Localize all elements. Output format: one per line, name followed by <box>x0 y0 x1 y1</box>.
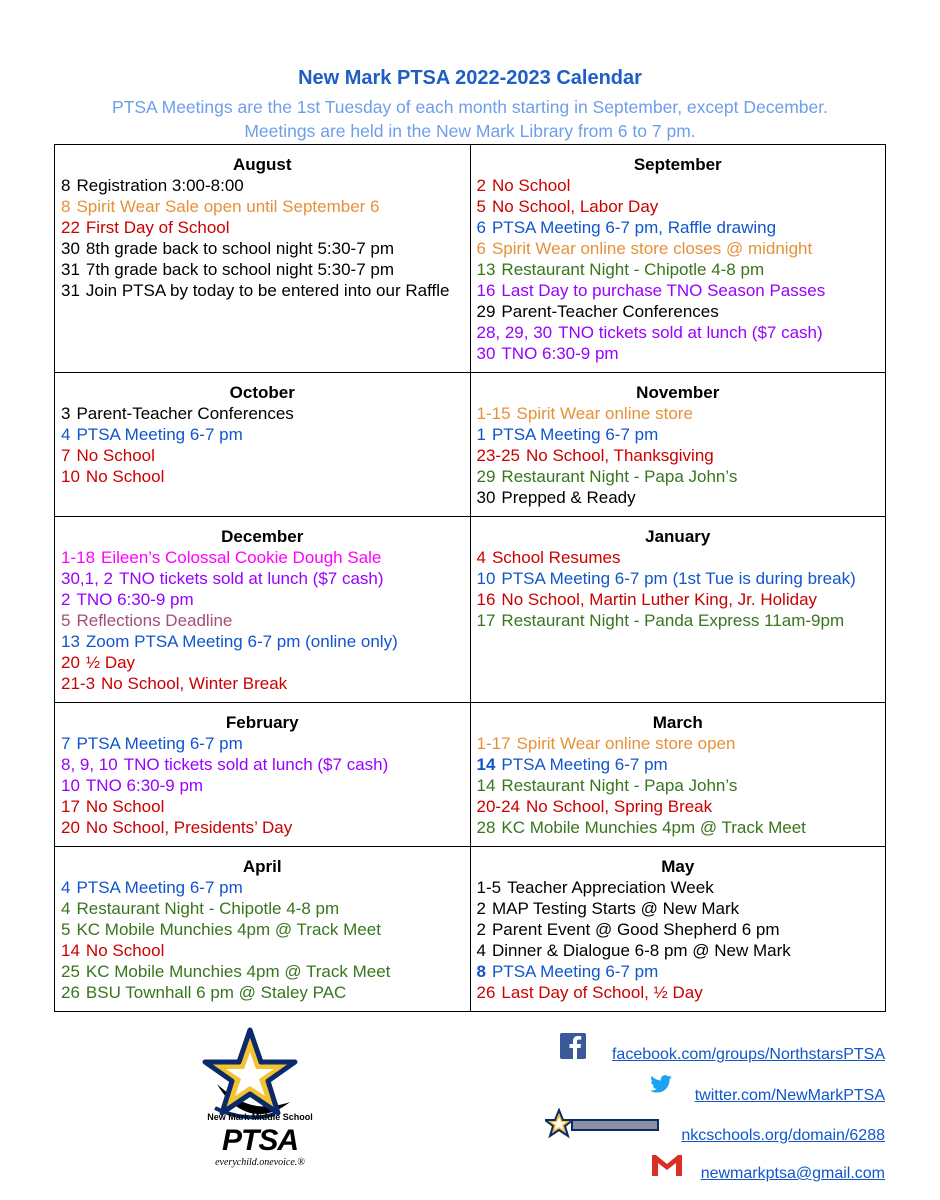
event-date: 26 <box>476 983 496 1002</box>
facebook-link[interactable]: facebook.com/groups/NorthstarsPTSA <box>611 1046 885 1063</box>
event-text: KC Mobile Munchies 4pm @ Track Meet <box>85 962 391 981</box>
calendar-event <box>477 796 880 817</box>
event-list <box>61 733 464 838</box>
event-date: 16 <box>476 590 496 609</box>
calendar-event <box>477 961 880 982</box>
calendar-event <box>477 175 880 196</box>
calendar-event <box>477 487 880 508</box>
event-text: No School, Spring Break <box>525 797 713 816</box>
event-text: Spirit Wear online store closes @ midnight <box>491 239 813 258</box>
event-text: 7th grade back to school night 5:30-7 pm <box>85 260 395 279</box>
event-date: 29 <box>476 467 496 486</box>
calendar-event <box>61 940 464 961</box>
event-text: Join PTSA by today to be entered into our Raffle <box>85 281 450 300</box>
event-text: Reflections Deadline <box>76 611 233 630</box>
calendar-event <box>477 424 880 445</box>
calendar-event <box>61 610 464 631</box>
month-cell-march <box>470 703 886 847</box>
calendar-event <box>477 301 880 322</box>
event-text: Restaurant Night - Papa John’s <box>501 776 738 795</box>
event-date: 23-25 <box>476 446 520 465</box>
event-date: 25 <box>61 962 80 981</box>
event-text: PTSA Meeting 6-7 pm, Raffle drawing <box>491 218 777 237</box>
event-date: 8, 9, 10 <box>61 755 118 774</box>
calendar-event <box>61 673 464 694</box>
calendar-event <box>477 280 880 301</box>
month-cell-april <box>55 847 471 1012</box>
event-date: 4 <box>476 941 486 960</box>
calendar-event <box>477 568 880 589</box>
event-date: 2 <box>476 176 486 195</box>
event-text: No School <box>76 446 155 465</box>
event-date: 28, 29, 30 <box>476 323 553 342</box>
event-date: 2 <box>476 920 486 939</box>
event-text: Parent Event @ Good Shepherd 6 pm <box>491 920 780 939</box>
event-text: PTSA Meeting 6-7 pm <box>76 425 243 444</box>
event-date: 4 <box>61 878 71 897</box>
event-date: 31 <box>61 281 80 300</box>
event-date: 17 <box>476 611 496 630</box>
logo-tagline: everychild.onevoice.® <box>215 1157 305 1168</box>
event-date: 1 <box>476 425 486 444</box>
logo-school-name: New Mark Middle School <box>207 1112 313 1122</box>
calendar-event <box>477 817 880 838</box>
calendar-event <box>61 877 464 898</box>
calendar-event <box>61 217 464 238</box>
event-text: Dinner & Dialogue 6-8 pm @ New Mark <box>491 941 791 960</box>
event-text: PTSA Meeting 6-7 pm <box>491 425 659 444</box>
event-date: 8 <box>61 176 71 195</box>
event-list <box>477 733 880 838</box>
calendar-event <box>477 403 880 424</box>
event-text: 8th grade back to school night 5:30-7 pm <box>85 239 395 258</box>
calendar-event <box>61 466 464 487</box>
calendar-event <box>61 259 464 280</box>
month-cell-january <box>470 517 886 703</box>
event-date: 4 <box>61 899 71 918</box>
event-list <box>477 877 880 1003</box>
calendar-event <box>61 568 464 589</box>
event-text: PTSA Meeting 6-7 pm <box>76 734 243 753</box>
event-date: 6 <box>476 239 486 258</box>
event-text: MAP Testing Starts @ New Mark <box>491 899 740 918</box>
event-text: Teacher Appreciation Week <box>507 878 714 897</box>
calendar-event <box>61 589 464 610</box>
event-date: 21-3 <box>61 674 96 693</box>
event-date: 10 <box>61 467 80 486</box>
website-link[interactable]: nkcschools.org/domain/6288 <box>681 1127 885 1144</box>
event-date: 13 <box>61 632 80 651</box>
event-text: Restaurant Night - Papa John’s <box>501 467 738 486</box>
calendar-event <box>477 322 880 343</box>
event-text: Parent-Teacher Conferences <box>76 404 294 423</box>
event-text: TNO tickets sold at lunch ($7 cash) <box>558 323 823 342</box>
calendar-event <box>477 343 880 364</box>
event-date: 1-15 <box>476 404 511 423</box>
event-date: 1-17 <box>476 734 511 753</box>
event-text: KC Mobile Munchies 4pm @ Track Meet <box>501 818 806 837</box>
event-text: No School, Presidents’ Day <box>85 818 293 837</box>
event-date: 14 <box>476 776 496 795</box>
logo-ptsa-text: PTSA <box>221 1124 298 1157</box>
event-text: Registration 3:00-8:00 <box>76 176 244 195</box>
event-text: TNO tickets sold at lunch ($7 cash) <box>123 755 389 774</box>
event-date: 7 <box>61 446 71 465</box>
event-date: 1-18 <box>61 548 96 567</box>
month-heading: August <box>232 155 292 174</box>
month-cell-may <box>470 847 886 1012</box>
calendar-event <box>477 589 880 610</box>
email-link[interactable]: newmarkptsa@gmail.com <box>700 1165 885 1182</box>
calendar-event <box>61 898 464 919</box>
event-date: 4 <box>61 425 71 444</box>
gmail-icon[interactable] <box>650 1152 684 1178</box>
event-text: Restaurant Night - Chipotle 4-8 pm <box>501 260 765 279</box>
event-text: Last Day to purchase TNO Season Passes <box>501 281 826 300</box>
calendar-row <box>55 373 886 517</box>
calendar-row <box>55 703 886 847</box>
calendar-event <box>477 754 880 775</box>
event-date: 29 <box>476 302 496 321</box>
event-date: 30 <box>476 488 496 507</box>
month-heading: January <box>645 527 711 546</box>
event-date: 14 <box>61 941 80 960</box>
event-text: No School <box>85 941 165 960</box>
event-date: 8 <box>61 197 71 216</box>
event-date: 28 <box>476 818 496 837</box>
calendar-event <box>477 217 880 238</box>
event-text: TNO 6:30-9 pm <box>501 344 619 363</box>
event-text: PTSA Meeting 6-7 pm (1st Tue is during break) <box>501 569 856 588</box>
month-heading: December <box>221 527 304 546</box>
month-cell-december <box>55 517 471 703</box>
calendar-event <box>61 754 464 775</box>
event-text: Last Day of School, ½ Day <box>501 983 703 1002</box>
subtitle-meetings-schedule: PTSA Meetings are the 1st Tuesday of each month starting in September, except December. <box>112 97 828 117</box>
event-text: Restaurant Night - Chipotle 4-8 pm <box>76 899 340 918</box>
event-text: PTSA Meeting 6-7 pm <box>501 755 668 774</box>
month-cell-february <box>55 703 471 847</box>
month-heading: September <box>633 155 722 174</box>
month-cell-october <box>55 373 471 517</box>
calendar-event <box>477 898 880 919</box>
event-date: 2 <box>476 899 486 918</box>
event-text: First Day of School <box>85 218 230 237</box>
event-date: 7 <box>61 734 71 753</box>
event-text: TNO tickets sold at lunch ($7 cash) <box>119 569 384 588</box>
event-list <box>61 547 464 694</box>
month-heading: February <box>225 713 299 732</box>
event-date: 1-5 <box>476 878 502 897</box>
calendar-event <box>477 238 880 259</box>
calendar-table <box>54 144 886 1012</box>
event-text: Eileen’s Colossal Cookie Dough Sale <box>101 548 382 567</box>
event-text: No School <box>85 797 165 816</box>
event-text: Parent-Teacher Conferences <box>501 302 719 321</box>
calendar-row <box>55 517 886 703</box>
calendar-row <box>55 145 886 373</box>
event-text: ½ Day <box>85 653 136 672</box>
event-date: 5 <box>61 611 71 630</box>
month-heading: October <box>229 383 295 402</box>
event-text: TNO 6:30-9 pm <box>76 590 194 609</box>
calendar-event <box>477 547 880 568</box>
calendar-event <box>61 238 464 259</box>
calendar-event <box>61 631 464 652</box>
calendar-event <box>61 445 464 466</box>
calendar-event <box>477 445 880 466</box>
event-date: 22 <box>61 218 80 237</box>
event-date: 26 <box>61 983 80 1002</box>
calendar-event <box>61 547 464 568</box>
event-text: School Resumes <box>491 548 621 567</box>
month-heading: April <box>242 857 282 876</box>
event-date: 20-24 <box>476 797 520 816</box>
northstars-logo-icon[interactable] <box>545 1108 661 1140</box>
calendar-event <box>61 733 464 754</box>
event-text: Spirit Wear online store <box>516 404 693 423</box>
event-date: 17 <box>61 797 80 816</box>
calendar-event <box>61 424 464 445</box>
page-title: New Mark PTSA 2022-2023 Calendar <box>298 67 642 89</box>
event-date: 30 <box>61 239 80 258</box>
calendar-event <box>477 196 880 217</box>
event-date: 4 <box>476 548 486 567</box>
event-date: 10 <box>61 776 80 795</box>
calendar-event <box>61 196 464 217</box>
event-text: No School <box>85 467 165 486</box>
calendar-event <box>61 817 464 838</box>
event-date: 5 <box>61 920 71 939</box>
month-cell-august <box>55 145 471 373</box>
calendar-event <box>61 919 464 940</box>
event-date: 2 <box>61 590 71 609</box>
month-cell-september <box>470 145 886 373</box>
event-date: 30,1, 2 <box>61 569 113 588</box>
calendar-event <box>477 466 880 487</box>
event-text: No School, Winter Break <box>101 674 288 693</box>
event-date: 8 <box>476 962 486 981</box>
event-list <box>477 403 880 508</box>
event-text: TNO 6:30-9 pm <box>85 776 204 795</box>
event-list <box>477 547 880 631</box>
calendar-event <box>477 982 880 1003</box>
event-date: 16 <box>476 281 496 300</box>
calendar-event <box>61 775 464 796</box>
event-text: Prepped & Ready <box>501 488 636 507</box>
calendar-event <box>61 652 464 673</box>
event-text: Spirit Wear online store open <box>516 734 736 753</box>
event-text: No School, Labor Day <box>491 197 659 216</box>
event-text: No School, Martin Luther King, Jr. Holiday <box>501 590 818 609</box>
event-date: 31 <box>61 260 80 279</box>
calendar-event <box>61 982 464 1003</box>
event-list <box>477 175 880 364</box>
event-date: 13 <box>476 260 496 279</box>
calendar-event <box>477 259 880 280</box>
event-date: 14 <box>476 755 496 774</box>
event-date: 20 <box>61 653 80 672</box>
event-list <box>61 403 464 487</box>
calendar-event <box>477 919 880 940</box>
month-heading: March <box>652 713 703 732</box>
calendar-event <box>477 733 880 754</box>
event-date: 30 <box>476 344 496 363</box>
event-date: 10 <box>476 569 496 588</box>
event-text: No School <box>491 176 571 195</box>
calendar-event <box>61 175 464 196</box>
calendar-event <box>477 877 880 898</box>
event-date: 20 <box>61 818 80 837</box>
calendar-event <box>61 796 464 817</box>
month-cell-november <box>470 373 886 517</box>
event-date: 5 <box>476 197 486 216</box>
event-date: 3 <box>61 404 71 423</box>
event-text: KC Mobile Munchies 4pm @ Track Meet <box>76 920 381 939</box>
event-text: Spirit Wear Sale open until September 6 <box>76 197 380 216</box>
event-text: PTSA Meeting 6-7 pm <box>76 878 243 897</box>
twitter-link[interactable]: twitter.com/NewMarkPTSA <box>694 1087 885 1104</box>
event-text: Zoom PTSA Meeting 6-7 pm (online only) <box>85 632 398 651</box>
subtitle-meetings-location: Meetings are held in the New Mark Library from 6 to 7 pm. <box>244 121 696 141</box>
calendar-row <box>55 847 886 1012</box>
event-list <box>61 877 464 1003</box>
event-date: 6 <box>476 218 486 237</box>
calendar-event <box>61 961 464 982</box>
month-heading: November <box>636 383 720 402</box>
event-text: Restaurant Night - Panda Express 11am-9pm <box>501 611 845 630</box>
facebook-icon[interactable] <box>560 1033 586 1059</box>
month-heading: May <box>661 857 695 876</box>
calendar-event <box>61 280 464 301</box>
event-list <box>61 175 464 301</box>
twitter-icon[interactable] <box>650 1075 672 1093</box>
calendar-event <box>477 940 880 961</box>
event-text: PTSA Meeting 6-7 pm <box>491 962 659 981</box>
calendar-event <box>477 610 880 631</box>
calendar-event <box>477 775 880 796</box>
calendar-event <box>61 403 464 424</box>
event-text: No School, Thanksgiving <box>525 446 714 465</box>
event-text: BSU Townhall 6 pm @ Staley PAC <box>85 983 347 1002</box>
